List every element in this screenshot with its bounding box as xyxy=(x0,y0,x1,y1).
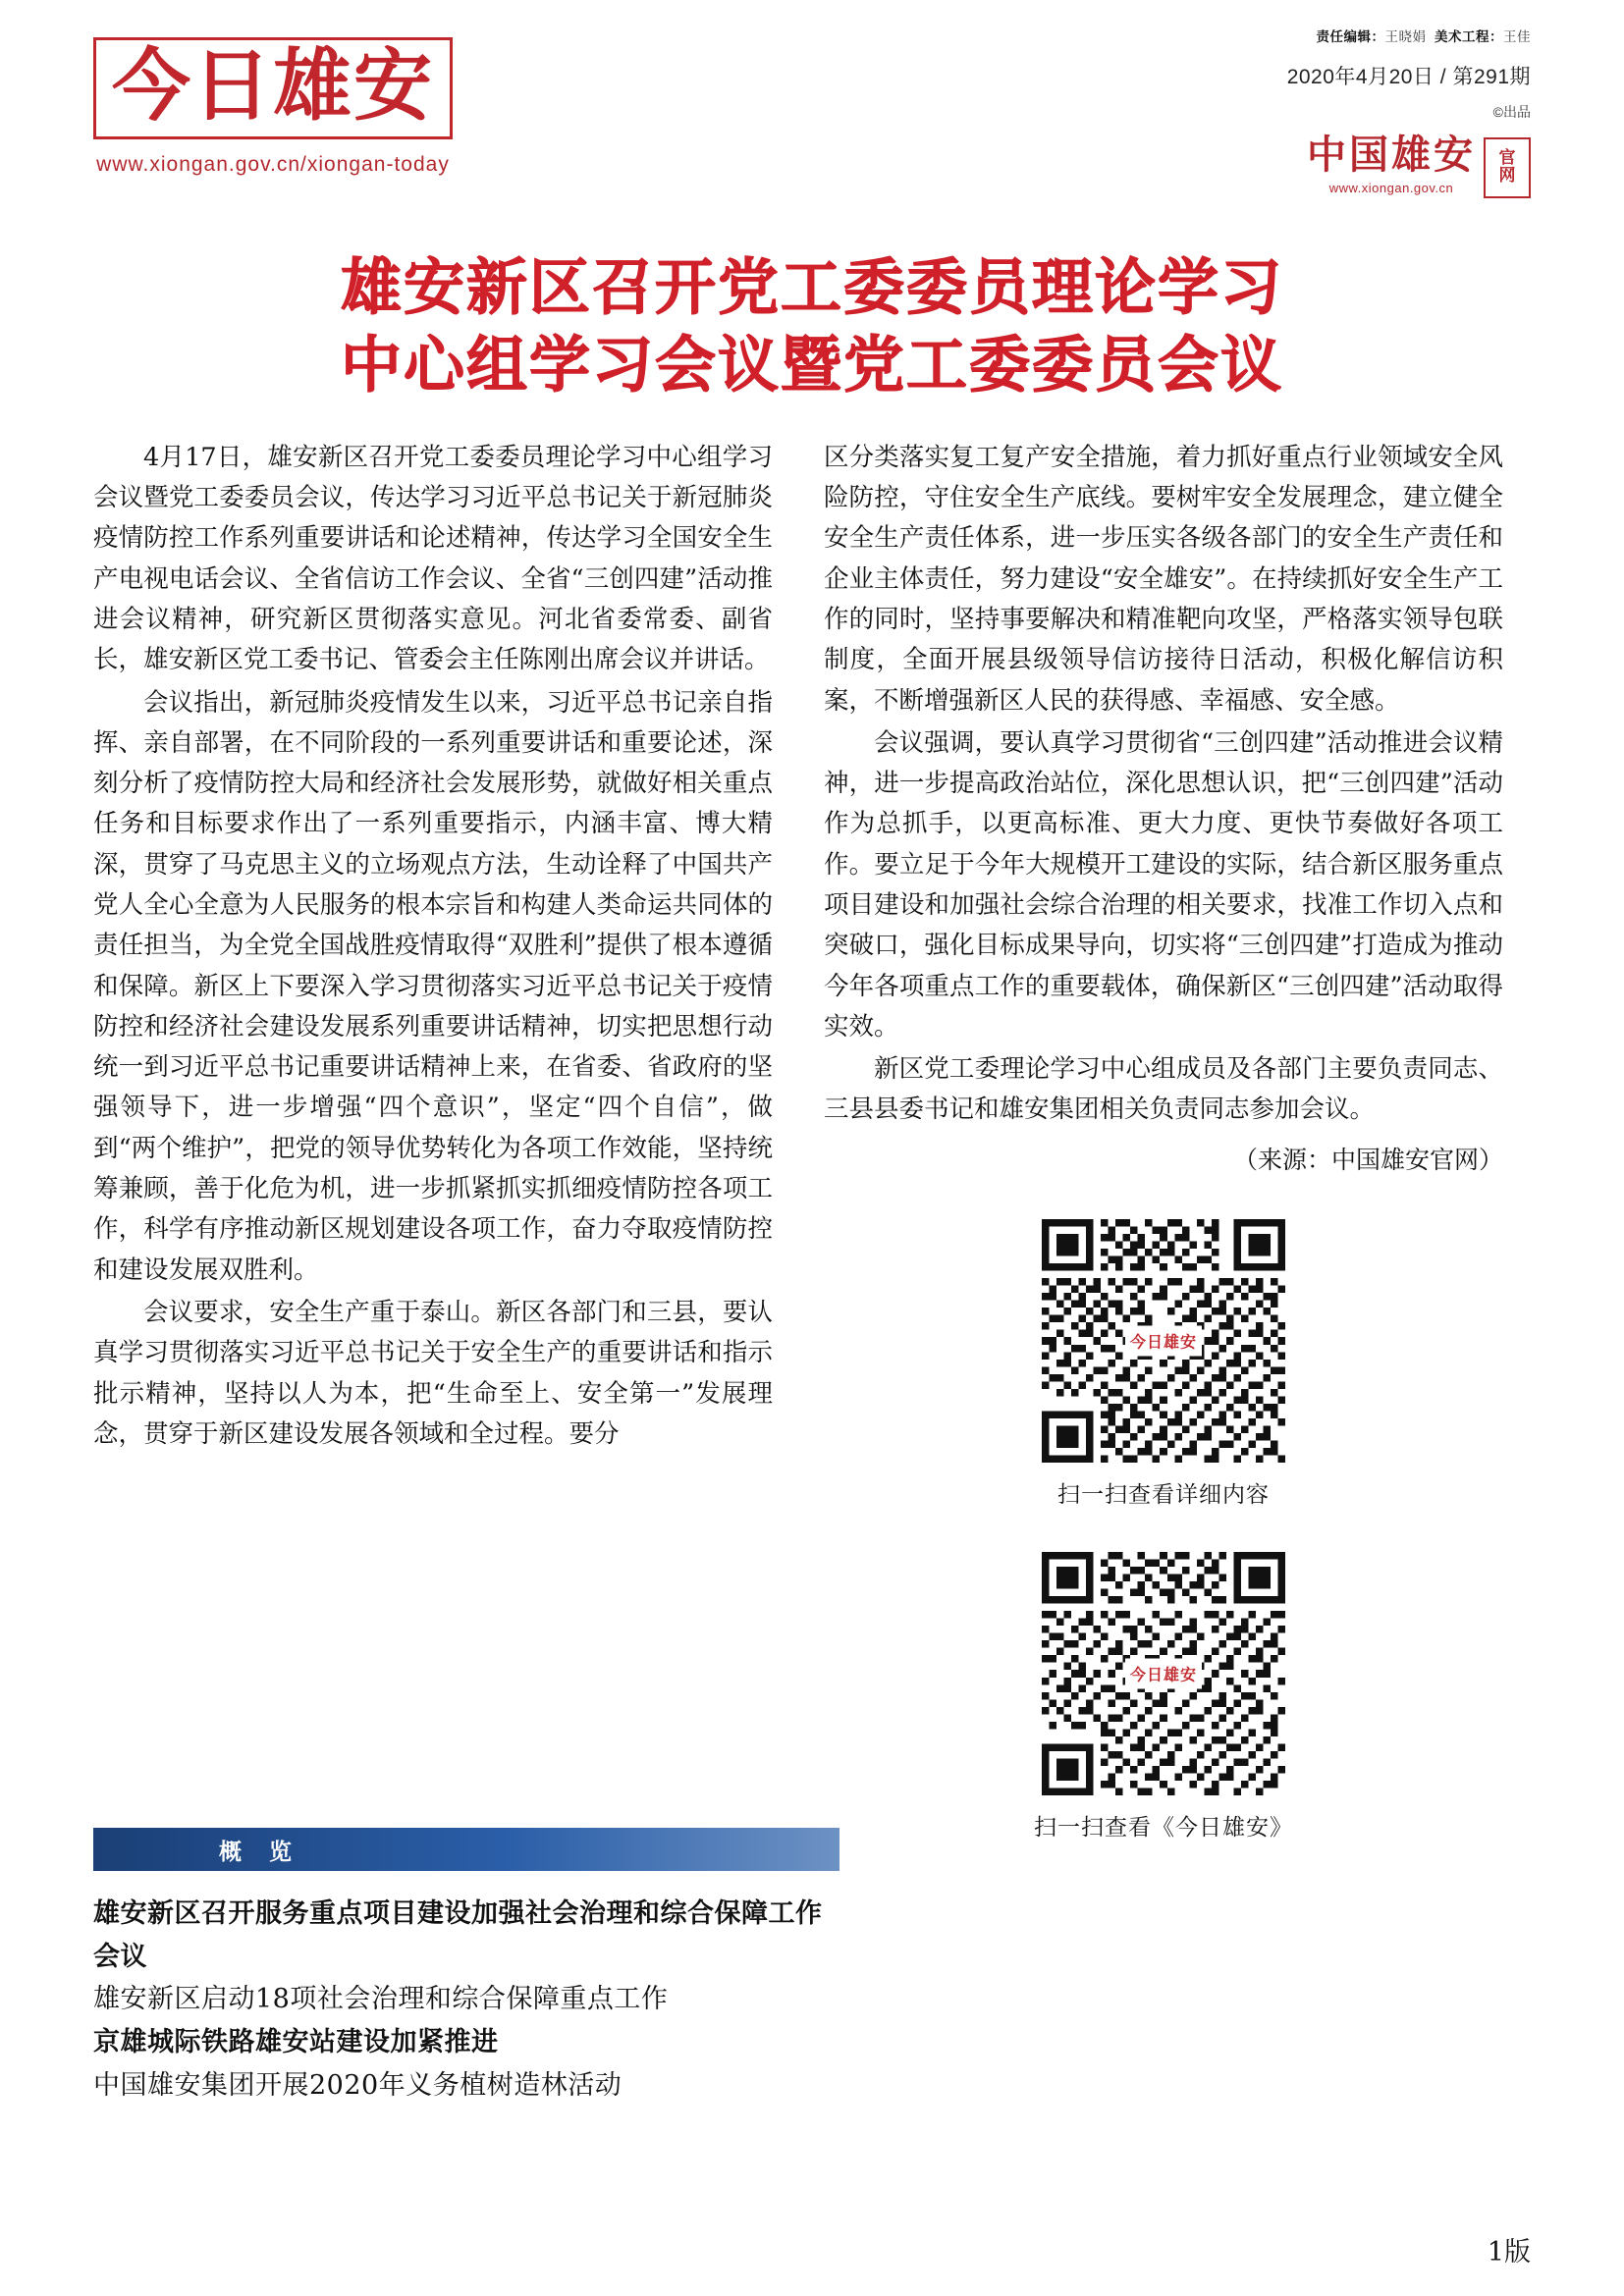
paragraph: 4月17日，雄安新区召开党工委委员理论学习中心组学习会议暨党工委委员会议，传达学习习近平总书记关于新冠肺炎疫情防控工作系列重要讲话和论述精神，传达学习全国安全生产电视电话会议、全省信访工作会议、全省“三创四建”活动推进会议精神，研究新区贯彻落实意见。河北省委常委、副省长，雄安新区党工委书记、管委会主任陈刚出席会议并讲话。 xyxy=(93,442,773,675)
qr-code-detail[interactable] xyxy=(1042,1219,1285,1463)
headline-area xyxy=(93,248,1531,404)
article-headline xyxy=(93,248,1531,404)
credits-line xyxy=(1287,26,1531,45)
qr-code-block-2 xyxy=(824,1552,1503,1842)
qr-code-newspaper[interactable] xyxy=(1042,1552,1285,1795)
overview-list xyxy=(93,1893,839,2108)
paragraph: 会议指出，新冠肺炎疫情发生以来，习近平总书记亲自指挥、亲自部署，在不同阶段的一系列重要讲话和重要论述，深刻分析了疫情防控大局和经济社会发展形势，就做好相关重点任务和目标要求作出了一系列重要指示，内涵丰富、博大精深，贯穿了马克思主义的立场观点方法，生动诠释了中国共产党人全心全意为人民服务的根本宗旨和构建人类命运共同体的责任担当，为全党全国战胜疫情取得“双胜利”提供了根本遵循和保障。新区上下要深入学习贯彻落实习近平总书记关于疫情防控和经济社会建设发展系列重要讲话精神，切实把思想行动统一到习近平总书记重要讲话精神上来，在省委、省政府的坚强领导下，进一步增强“四个意识”，坚定“四个自信”，做到“两个维护”，把党的领导优势转化为各项工作效能，坚持统筹兼顾，善于化危为机，进一步抓紧抓实抓细疫情防控各项工作，科学有序推动新区规划建设各项工作，奋力夺取疫情防控和建设发展双胜利。 xyxy=(93,687,773,1285)
issue-date-line: 2020年4月20日 / 第291期 xyxy=(1286,66,1531,88)
logo-url: www.xiongan.gov.cn xyxy=(1328,181,1454,195)
seal-line-2: 网 xyxy=(1498,166,1516,186)
qr-center-logo: 今日雄安 xyxy=(1125,1325,1202,1356)
article-body xyxy=(93,438,1531,1842)
editor-name: 王晓娟 xyxy=(1384,29,1427,44)
masthead xyxy=(93,0,1531,231)
qr-center-logo: 今日雄安 xyxy=(1125,1658,1202,1688)
article-source: （来源：中国雄安官网） xyxy=(1232,1145,1503,1174)
column-left xyxy=(93,438,773,1457)
masthead-right xyxy=(1287,0,1531,198)
paragraph: 区分类落实复工复产安全措施，着力抓好重点行业领域安全风险防控，守住安全生产底线。要树牢安全发展理念，建立健全安全生产责任体系，进一步压实各级各部门的安全生产责任和企业主体责任，努力建设“安全雄安”。在持续抓好安全生产工作的同时，坚持事要解决和精准靶向攻坚，严格落实领导包联制度，全面开展县级领导信访接待日活动，积极化解信访积案，不断增强新区人民的获得感、幸福感、安全感。 xyxy=(824,442,1503,716)
paragraph: 会议强调，要认真学习贯彻省“三创四建”活动推进会议精神，进一步提高政治站位，深化思想认识，把“三创四建”活动作为总抓手，以更高标准、更大力度、更快节奏做好各项工作。要立足于今年大规模开工建设的实际，结合新区服务重点项目建设和加强社会综合治理的相关要求，找准工作切入点和突破口，强化目标成果导向，切实将“三创四建”打造成为推动今年各项重点工作的重要载体，确保新区“三创四建”活动取得实效。 xyxy=(824,727,1503,1041)
xiongan-logo xyxy=(1287,132,1531,198)
headline-line-2: 中心组学习会议暨党工委委员会议 xyxy=(340,329,1283,401)
qr-code-block-1 xyxy=(824,1219,1503,1509)
paragraph: 新区党工委理论学习中心组成员及各部门主要负责同志、三县县委书记和雄安集团相关负责同志参加会议。 xyxy=(824,1054,1503,1125)
list-item[interactable]: 京雄城际铁路雄安站建设加紧推进 xyxy=(93,2027,499,2058)
produced-by-label: ©出品 xyxy=(1492,104,1531,120)
list-item[interactable]: 雄安新区启动18项社会治理和综合保障重点工作 xyxy=(93,1984,669,2015)
masthead-left xyxy=(93,0,453,177)
headline-line-1: 雄安新区召开党工委委员理论学习 xyxy=(340,251,1283,323)
publication-title: 今日雄安 xyxy=(93,37,453,139)
design-name: 王佳 xyxy=(1503,29,1531,44)
qr-caption: 扫一扫查看详细内容 xyxy=(1057,1481,1270,1508)
column-right xyxy=(824,438,1503,1842)
page-number: 1版 xyxy=(1487,2237,1531,2268)
seal-line-1: 官 xyxy=(1498,148,1516,169)
list-item[interactable]: 雄安新区召开服务重点项目建设加强社会治理和综合保障工作会议 xyxy=(93,1898,823,1972)
overview-bar xyxy=(93,1828,839,1871)
logo-name: 中国雄安 xyxy=(1307,132,1476,178)
paragraph: 会议要求，安全生产重于泰山。新区各部门和三县，要认真学习贯彻落实习近平总书记关于安全生产的重要讲话和指示批示精神，坚持以人为本，把“生命至上、安全第一”发展理念，贯穿于新区建设发展各领域和全过程。要分 xyxy=(93,1297,773,1449)
official-seal-icon xyxy=(1484,137,1531,198)
overview-label: 概 览 xyxy=(219,1838,302,1865)
logo-text-block xyxy=(1307,132,1476,195)
editor-label: 责任编辑： xyxy=(1316,29,1385,44)
list-item[interactable]: 中国雄安集团开展2020年义务植树造林活动 xyxy=(93,2069,623,2101)
overview-section xyxy=(93,1828,839,2108)
publication-url: www.xiongan.gov.cn/xiongan-today xyxy=(96,153,450,176)
qr-caption: 扫一扫查看《今日雄安》 xyxy=(1034,1814,1293,1841)
design-label: 美术工程： xyxy=(1435,29,1503,44)
